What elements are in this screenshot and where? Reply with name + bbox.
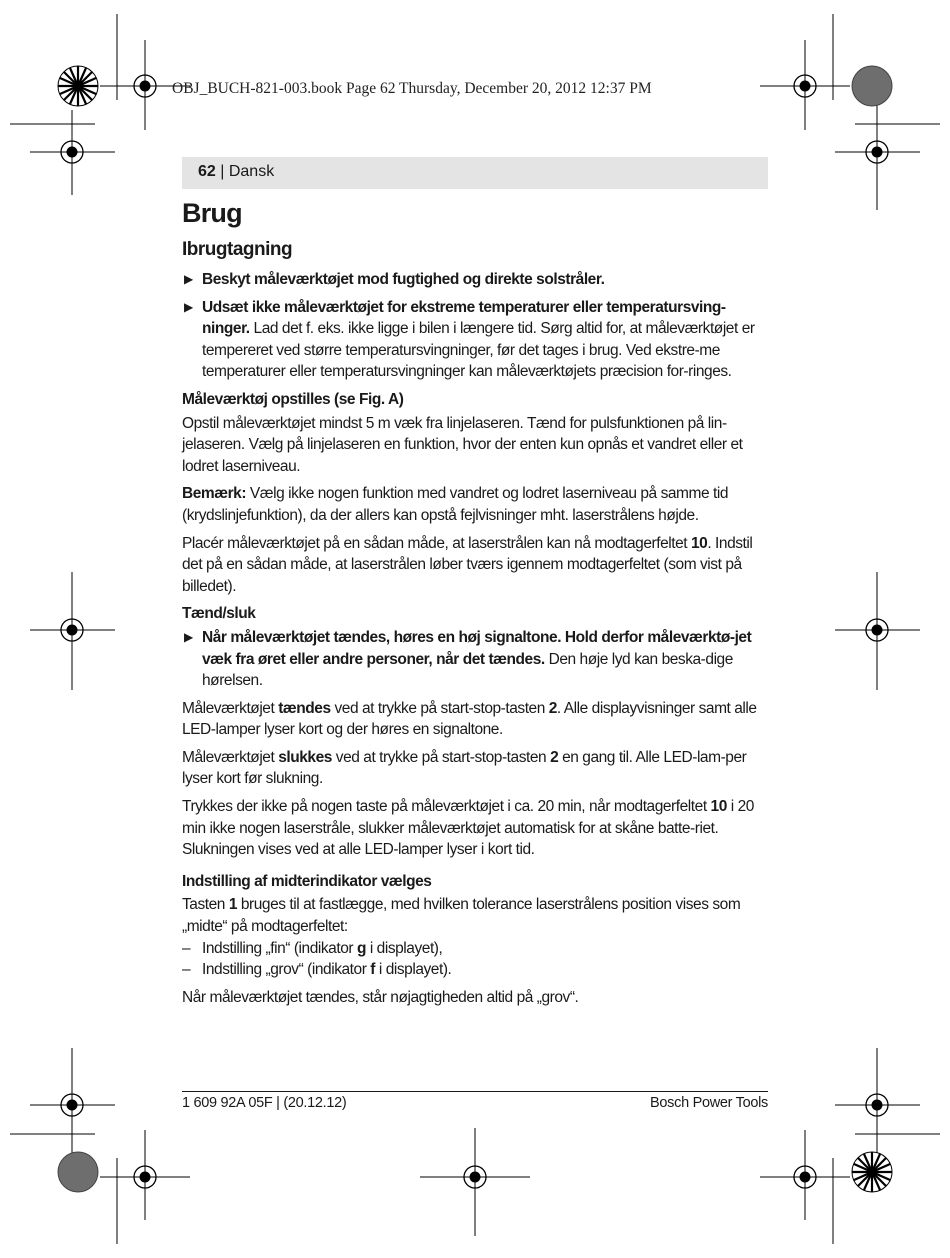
item2-a: Indstilling „grov“ (indikator <box>202 961 371 979</box>
section-title-setup: Måleværktøj opstilles (se Fig. A) <box>182 390 404 408</box>
indicator-paragraph <box>182 894 768 937</box>
on-ref-2: 2 <box>548 699 557 717</box>
p3-text-a: Placér måleværktøjet på en sådan måde, at laserstrålen kan nå modtagerfeltet <box>182 534 691 552</box>
item1-a: Indstilling „fin“ (indikator <box>202 939 357 957</box>
header-separator: | <box>215 163 229 180</box>
safety-bullet-1 <box>182 269 768 291</box>
item2-b: i displayet). <box>374 961 452 979</box>
p3-text-b: . Indstil det på en sådan måde, at laserstrålen løber tværs igennem modtagerfeltet (som vist på billedet). <box>182 534 753 595</box>
ind-ref-1: 1 <box>228 896 237 914</box>
off-a: Måleværktøjet <box>182 748 279 766</box>
bullet2-text: Lad det f. eks. ikke ligge i bilen i længere tid. Sørg altid for, at måleværktøjet er tempereret ved større temperatursvingninger, før det tages i brug. Ved ekstre-me temperaturer eller temperatursvingninger kan måleværktøjets præcision for-ringes. <box>202 320 755 381</box>
page-header-bar <box>182 157 768 189</box>
indicator-default-paragraph: Når måleværktøjet tændes, står nøjagtigheden altid på „grov“. <box>182 988 579 1006</box>
subheading-ibrugtagning: Ibrugtagning <box>182 239 293 260</box>
indicator-options-list <box>182 938 768 981</box>
auto-off-paragraph <box>182 796 768 861</box>
on-c: . Alle displayvisninger samt alle LED-lamper lyser kort og der høres en signaltone. <box>182 699 757 739</box>
off-bold: slukkes <box>278 748 332 766</box>
page-number: 62 <box>198 163 216 180</box>
power-on-paragraph <box>182 698 768 741</box>
bullet2-bold: Udsæt ikke måleværktøjet for ekstreme temperaturer eller temperatursving-ninger. <box>202 298 726 338</box>
power-off-paragraph <box>182 747 768 790</box>
p3-ref-10: 10 <box>691 534 708 552</box>
footer-rule <box>182 1091 768 1092</box>
book-slug-line: OBJ_BUCH-821-003.book Page 62 Thursday, December 20, 2012 12:37 PM <box>172 80 652 97</box>
note-label: Bemærk: <box>182 485 247 503</box>
section-heading: Brug <box>182 198 242 228</box>
auto-b: i 20 min ikke nogen laserstråle, slukker måleværktøjet automatisk for at skåne batte-riet. Slukningen vises ved at alle LED-lamper lyser i kort tid. <box>182 798 754 859</box>
ind-a: Tasten <box>182 896 229 914</box>
bullet-triangle-icon: ▶ <box>184 629 193 644</box>
item1-bold: g <box>356 939 366 957</box>
ind-b: bruges til at fastlægge, med hvilken tolerance laserstrålens position vises som „midte“ på modtagerfeltet: <box>182 896 741 936</box>
on-a: Måleværktøjet <box>182 699 279 717</box>
section-title-center-indicator: Indstilling af midterindikator vælges <box>182 872 432 890</box>
auto-a: Trykkes der ikke på nogen taste på måleværktøjet i ca. 20 min, når modtagerfeltet <box>182 798 711 816</box>
list-item: – Indstilling „fin“ (indikator g i displayet), <box>182 939 443 957</box>
note-text: Vælg ikke nogen funktion med vandret og lodret laserniveau på samme tid (krydslinjefunktion), da der allers kan opstå fejlvisninger mht. laserstrålens højde. <box>182 485 729 524</box>
bullet1-text: Beskyt måleværktøjet mod fugtighed og direkte solstråler. <box>202 271 605 288</box>
on-bold: tændes <box>278 699 331 717</box>
off-c: en gang til. Alle LED-lam-per lyser kort før slukning. <box>182 748 747 788</box>
on-b: ved at trykke på start-stop-tasten <box>330 699 549 717</box>
setup-note <box>182 483 768 526</box>
setup-paragraph-3 <box>182 533 768 598</box>
auto-ref-10: 10 <box>710 798 727 816</box>
header-language: Dansk <box>228 163 275 180</box>
bullet-triangle-icon: ▶ <box>184 299 193 314</box>
warning-bold: Når måleværktøjet tændes, høres en høj signaltone. Hold derfor måleværktø-jet væk fra øret eller andre personer, når det tændes. <box>202 628 752 668</box>
page-header <box>198 163 274 181</box>
item1-b: i displayet), <box>365 939 443 957</box>
item2-bold: f <box>370 961 375 979</box>
setup-paragraph-1: Opstil måleværktøjet mindst 5 m væk fra linjelaseren. Tænd for pulsfunktionen på lin-jelaseren. Vælg på linjelaseren en funktion, hvor der enten kun opnås et vandret eller et lodret laserniveau. <box>182 414 743 475</box>
footer-brand: Bosch Power Tools <box>650 1095 768 1111</box>
footer-doc-number: 1 609 92A 05F | (20.12.12) <box>182 1095 347 1111</box>
bullet-triangle-icon: ▶ <box>184 272 193 286</box>
off-ref-2: 2 <box>550 748 559 766</box>
safety-bullet-2 <box>182 297 768 383</box>
off-b: ved at trykke på start-stop-tasten <box>331 748 551 766</box>
section-title-power: Tænd/sluk <box>182 605 256 623</box>
list-item: – Indstilling „grov“ (indikator f i displayet). <box>182 961 452 979</box>
warning-text: Den høje lyd kan beska-dige hørelsen. <box>202 650 733 690</box>
page-content <box>182 196 768 1014</box>
warning-bullet <box>182 627 768 692</box>
